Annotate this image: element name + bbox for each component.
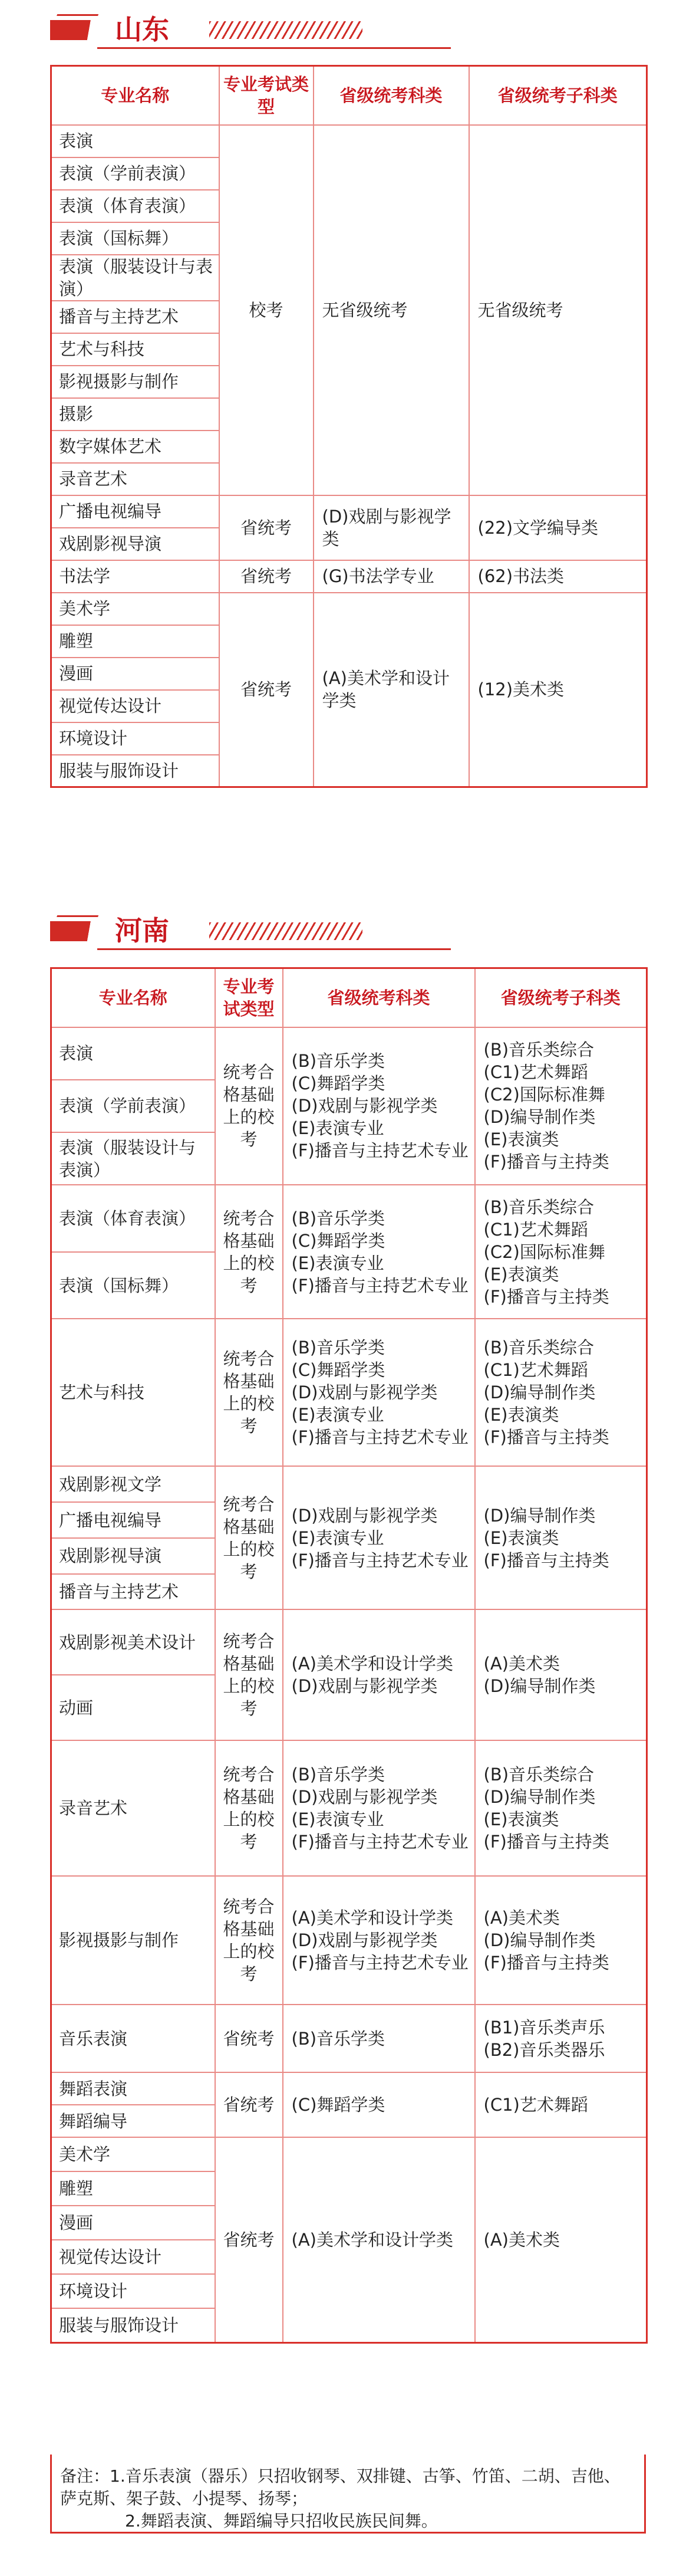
category-item: (D)戏剧与影视学类 xyxy=(291,1930,438,1951)
subcategory-item: (D)编导制作类 xyxy=(483,1505,596,1526)
subcategory-item: (F)播音与主持类 xyxy=(483,1832,609,1852)
major-name: 环境设计 xyxy=(51,722,219,755)
major-name: 播音与主持艺术 xyxy=(51,301,219,333)
major-name: 艺术与科技 xyxy=(51,333,219,366)
exam-type: 统考合格基础上的校考 xyxy=(215,1185,283,1319)
subcategory-item: (A)美术类 xyxy=(483,1654,560,1674)
major-name: 影视摄影与制作 xyxy=(51,1876,215,2005)
category-item: (A)美术学和设计学类 xyxy=(291,2230,453,2250)
table-row xyxy=(51,1027,647,1080)
category-item: (C)舞蹈学类 xyxy=(291,2095,385,2115)
subcategory-item: (F)播音与主持类 xyxy=(483,1427,609,1448)
major-name: 表演（国标舞） xyxy=(51,222,219,255)
exam-type: 省统考 xyxy=(219,560,314,593)
major-name: 表演（学前表演） xyxy=(51,157,219,190)
subcategory: 无省级统考 xyxy=(469,125,647,495)
major-name: 表演（服装设计与表演） xyxy=(51,255,219,301)
major-name: 表演（服装设计与表演） xyxy=(51,1132,215,1185)
exam-type: 省统考 xyxy=(219,495,314,560)
subcategory-item: (E)表演类 xyxy=(483,1264,559,1284)
exam-type: 省统考 xyxy=(215,2137,283,2342)
table-row xyxy=(51,560,647,593)
header-exam-type: 专业考试类型 xyxy=(215,968,283,1027)
section-title: 山东 xyxy=(115,14,169,45)
category-item: (A)美术学和设计学类 xyxy=(291,1908,453,1928)
category-item: (E)表演专业 xyxy=(291,1118,384,1139)
category-item: (F)播音与主持艺术专业 xyxy=(291,1141,469,1161)
major-name: 书法学 xyxy=(51,560,219,593)
exam-type: 统考合格基础上的校考 xyxy=(215,1609,283,1740)
subcategory xyxy=(475,1609,647,1740)
category xyxy=(283,2072,475,2137)
category-item: (B)音乐学类 xyxy=(291,1338,385,1358)
flag-decoration-icon xyxy=(50,20,97,40)
section-title: 河南 xyxy=(115,915,169,947)
exam-type: 统考合格基础上的校考 xyxy=(215,1027,283,1185)
category: 无省级统考 xyxy=(314,125,469,495)
flag-decoration-icon xyxy=(50,921,97,941)
subcategory-item: (B)音乐类综合 xyxy=(483,1338,595,1358)
major-name: 美术学 xyxy=(51,593,219,625)
subcategory-item: (F)播音与主持类 xyxy=(483,1550,609,1570)
header-major: 专业名称 xyxy=(51,968,215,1027)
subcategory-item: (B)音乐类综合 xyxy=(483,1765,595,1785)
category xyxy=(283,1027,475,1185)
header-category: 省级统考科类 xyxy=(283,968,475,1027)
subcategory-item: (B)音乐类综合 xyxy=(483,1197,595,1217)
exam-type: 统考合格基础上的校考 xyxy=(215,1876,283,2005)
major-name: 漫画 xyxy=(51,2206,215,2240)
category-item: (D)戏剧与影视学类 xyxy=(291,1787,438,1808)
table-row xyxy=(51,2137,647,2171)
subcategory-item: (D)编导制作类 xyxy=(483,1107,596,1128)
category-item: (F)播音与主持艺术专业 xyxy=(291,1275,469,1296)
category-item: (B)音乐学类 xyxy=(291,1208,385,1228)
major-name: 影视摄影与制作 xyxy=(51,366,219,398)
subcategory-item: (E)表演类 xyxy=(483,1129,559,1150)
category xyxy=(283,2005,475,2072)
major-name: 摄影 xyxy=(51,398,219,431)
major-name: 录音艺术 xyxy=(51,1740,215,1876)
notes xyxy=(50,2455,646,2534)
subcategory-item: (F)播音与主持类 xyxy=(483,1152,609,1172)
table-row xyxy=(51,2005,647,2072)
category-item: (E)表演专业 xyxy=(291,1809,384,1830)
major-name: 广播电视编导 xyxy=(51,495,219,528)
header-subcategory: 省级统考子科类 xyxy=(469,66,647,125)
exam-type: 统考合格基础上的校考 xyxy=(215,1740,283,1876)
major-name: 播音与主持艺术 xyxy=(51,1574,215,1610)
subcategory-item: (B)音乐类综合 xyxy=(483,1040,595,1060)
major-name: 表演（体育表演） xyxy=(51,190,219,222)
notes-label: 备注： xyxy=(60,2466,110,2486)
subcategory xyxy=(475,1027,647,1185)
major-name: 戏剧影视导演 xyxy=(51,1538,215,1574)
subcategory-item: (C2)国际标准舞 xyxy=(483,1085,605,1105)
major-name: 服装与服饰设计 xyxy=(51,2308,215,2342)
category: (D)戏剧与影视学类 xyxy=(314,495,469,560)
henan-table xyxy=(50,967,648,2344)
table-row xyxy=(51,125,647,157)
subcategory-item: (C2)国际标准舞 xyxy=(483,1241,605,1262)
subcategory-item: (D)编导制作类 xyxy=(483,1676,596,1697)
table-row xyxy=(51,1609,647,1675)
subcategory xyxy=(475,1319,647,1466)
subcategory xyxy=(475,1876,647,2005)
subcategory xyxy=(475,1466,647,1609)
major-name: 服装与服饰设计 xyxy=(51,755,219,787)
major-name: 美术学 xyxy=(51,2137,215,2171)
subcategory xyxy=(475,2005,647,2072)
category-item: (E)表演专业 xyxy=(291,1527,384,1548)
exam-type: 校考 xyxy=(219,125,314,495)
subcategory-item: (F)播音与主持类 xyxy=(483,1286,609,1307)
shandong-table xyxy=(50,65,648,788)
subcategory-item: (C1)艺术舞蹈 xyxy=(483,1360,588,1381)
header-exam-type: 专业考试类型 xyxy=(219,66,314,125)
category-item: (B)音乐学类 xyxy=(291,1765,385,1785)
exam-type: 省统考 xyxy=(219,593,314,787)
subcategory-item: (D)编导制作类 xyxy=(483,1930,596,1951)
table-row xyxy=(51,1319,647,1466)
category-item: (F)播音与主持艺术专业 xyxy=(291,1550,469,1570)
subcategory xyxy=(475,2137,647,2342)
category-item: (B)音乐学类 xyxy=(291,2028,385,2049)
category-item: (D)戏剧与影视学类 xyxy=(291,1676,438,1697)
major-name: 数字媒体艺术 xyxy=(51,431,219,463)
major-name: 戏剧影视文学 xyxy=(51,1466,215,1502)
category xyxy=(283,2137,475,2342)
subcategory-item: (A)美术类 xyxy=(483,2230,560,2250)
major-name: 漫画 xyxy=(51,658,219,690)
major-name: 表演（体育表演） xyxy=(51,1185,215,1252)
category-item: (C)舞蹈学类 xyxy=(291,1230,385,1251)
category: (G)书法学专业 xyxy=(314,560,469,593)
category: (A)美术学和设计学类 xyxy=(314,593,469,787)
divider xyxy=(97,47,451,49)
subcategory-item: (E)表演类 xyxy=(483,1405,559,1425)
major-name: 环境设计 xyxy=(51,2274,215,2308)
table-row xyxy=(51,2072,647,2105)
note-1: 1.音乐表演（器乐）只招收钢琴、双排键、古筝、竹笛、二胡、吉他、萨克斯、架子鼓、小提琴、扬琴； xyxy=(60,2466,621,2508)
exam-type: 省统考 xyxy=(215,2005,283,2072)
header-major: 专业名称 xyxy=(51,66,219,125)
category-item: (F)播音与主持艺术专业 xyxy=(291,1427,469,1448)
exam-type: 省统考 xyxy=(215,2072,283,2137)
exam-type: 统考合格基础上的校考 xyxy=(215,1466,283,1609)
category-item: (D)戏剧与影视学类 xyxy=(291,1382,438,1403)
major-name: 动画 xyxy=(51,1675,215,1740)
subcategory-item: (F)播音与主持类 xyxy=(483,1953,609,1973)
major-name: 视觉传达设计 xyxy=(51,690,219,722)
subcategory-item: (E)表演类 xyxy=(483,1809,559,1830)
hatch-decoration-icon xyxy=(209,21,362,39)
major-name: 视觉传达设计 xyxy=(51,2240,215,2274)
subcategory-item: (B1)音乐类声乐 xyxy=(483,2017,605,2038)
subcategory-item: (C1)艺术舞蹈 xyxy=(483,1062,588,1083)
subcategory-item: (B2)音乐类器乐 xyxy=(483,2039,605,2060)
major-name: 舞蹈表演 xyxy=(51,2072,215,2105)
category-item: (F)播音与主持艺术专业 xyxy=(291,1832,469,1852)
divider xyxy=(97,948,451,950)
table-row xyxy=(51,593,647,625)
subcategory-item: (D)编导制作类 xyxy=(483,1787,596,1808)
subcategory xyxy=(475,2072,647,2137)
major-name: 广播电视编导 xyxy=(51,1502,215,1538)
header-category: 省级统考科类 xyxy=(314,66,469,125)
table-row xyxy=(51,495,647,528)
category xyxy=(283,1185,475,1319)
major-name: 戏剧影视导演 xyxy=(51,528,219,560)
major-name: 表演 xyxy=(51,1027,215,1080)
subcategory-item: (A)美术类 xyxy=(483,1908,560,1928)
category-item: (D)戏剧与影视学类 xyxy=(291,1096,438,1116)
subcategory-item: (E)表演类 xyxy=(483,1527,559,1548)
subcategory-item: (C1)艺术舞蹈 xyxy=(483,1219,588,1240)
subcategory: (22)文学编导类 xyxy=(469,495,647,560)
table-row xyxy=(51,1876,647,2005)
table-row xyxy=(51,1466,647,1502)
table-row xyxy=(51,1740,647,1876)
hatch-decoration-icon xyxy=(209,922,362,940)
category-item: (A)美术学和设计学类 xyxy=(291,1654,453,1674)
subcategory-item: (D)编导制作类 xyxy=(483,1382,596,1403)
table-row xyxy=(51,1185,647,1252)
category-item: (B)音乐学类 xyxy=(291,1051,385,1072)
category xyxy=(283,1740,475,1876)
note-2: 2.舞蹈表演、舞蹈编导只招收民族民间舞。 xyxy=(125,2511,438,2531)
category-item: (C)舞蹈学类 xyxy=(291,1360,385,1381)
subcategory xyxy=(475,1740,647,1876)
section-header-shandong xyxy=(50,12,639,47)
exam-type: 统考合格基础上的校考 xyxy=(215,1319,283,1466)
major-name: 雕塑 xyxy=(51,2171,215,2206)
category-item: (F)播音与主持艺术专业 xyxy=(291,1953,469,1973)
header-subcategory: 省级统考子科类 xyxy=(475,968,647,1027)
category xyxy=(283,1319,475,1466)
major-name: 音乐表演 xyxy=(51,2005,215,2072)
category-item: (D)戏剧与影视学类 xyxy=(291,1505,438,1526)
major-name: 表演（学前表演） xyxy=(51,1080,215,1132)
major-name: 艺术与科技 xyxy=(51,1319,215,1466)
subcategory: (62)书法类 xyxy=(469,560,647,593)
category xyxy=(283,1466,475,1609)
major-name: 表演（国标舞） xyxy=(51,1252,215,1319)
category xyxy=(283,1609,475,1740)
major-name: 舞蹈编导 xyxy=(51,2105,215,2137)
category-item: (C)舞蹈学类 xyxy=(291,1073,385,1094)
subcategory-item: (C1)艺术舞蹈 xyxy=(483,2095,588,2115)
category xyxy=(283,1876,475,2005)
subcategory xyxy=(475,1185,647,1319)
major-name: 录音艺术 xyxy=(51,463,219,495)
section-header-henan xyxy=(50,913,639,948)
subcategory: (12)美术类 xyxy=(469,593,647,787)
major-name: 雕塑 xyxy=(51,625,219,658)
major-name: 表演 xyxy=(51,125,219,157)
category-item: (E)表演专业 xyxy=(291,1253,384,1273)
major-name: 戏剧影视美术设计 xyxy=(51,1609,215,1675)
category-item: (E)表演专业 xyxy=(291,1405,384,1425)
